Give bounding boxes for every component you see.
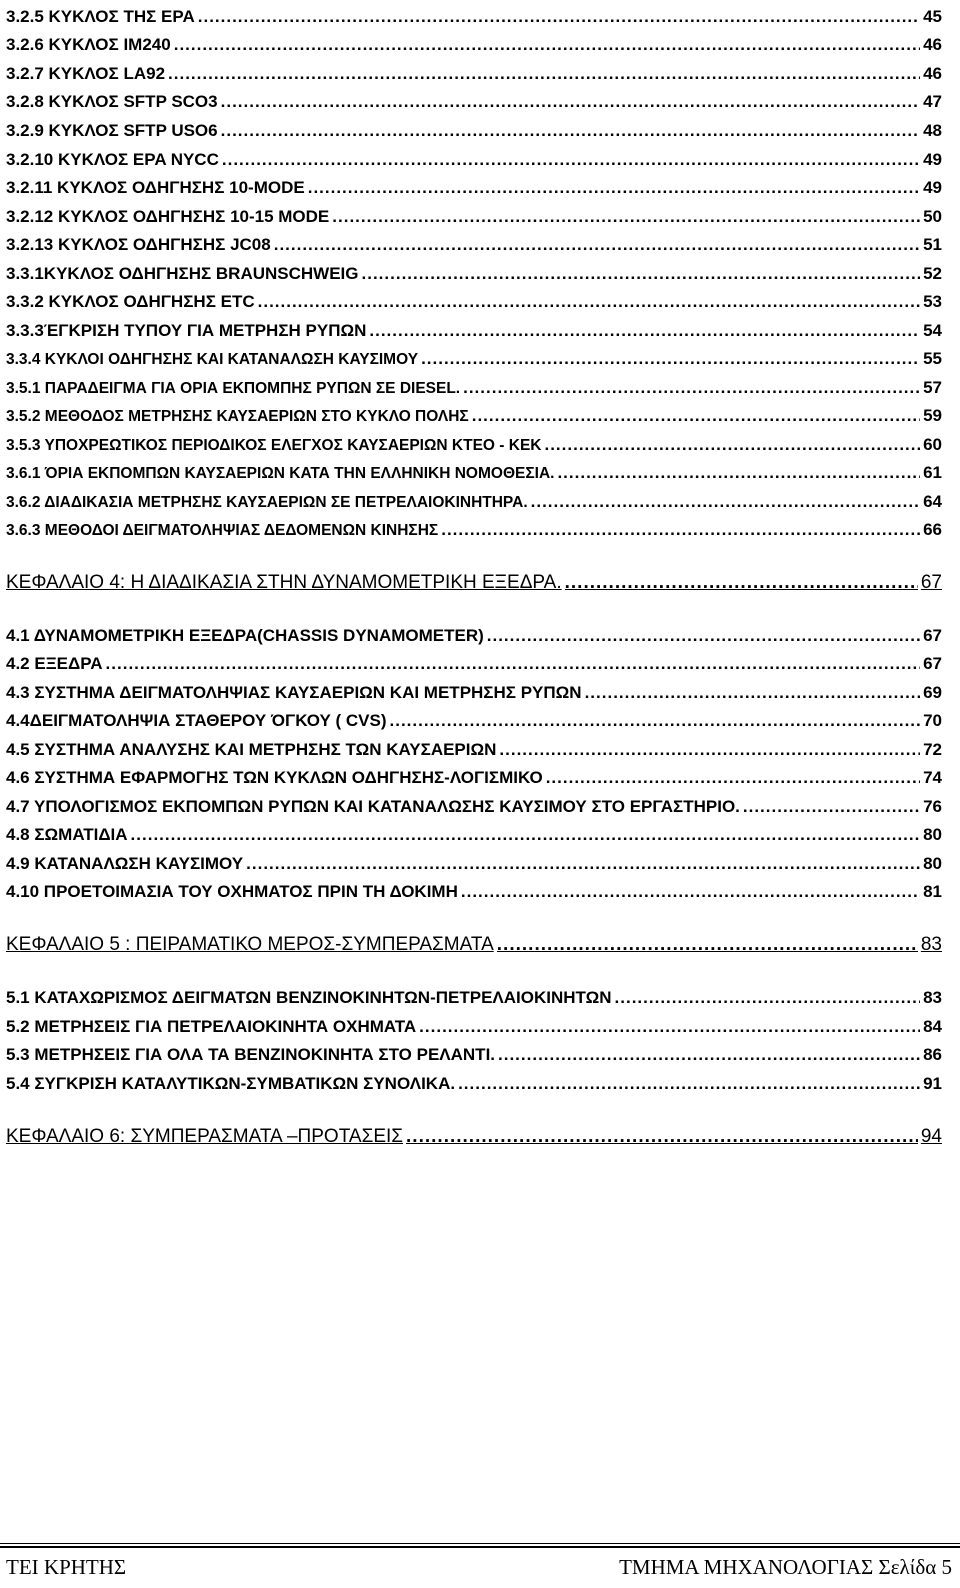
- toc-entry[interactable]: [6, 986, 942, 1010]
- toc-page-number: 64: [923, 492, 942, 511]
- footer-divider-thick: [0, 1546, 960, 1548]
- toc-entry[interactable]: [6, 766, 942, 790]
- toc-entry-title: 3.2.7 ΚΥΚΛΟΣ LA92: [6, 64, 166, 83]
- toc-entry[interactable]: [6, 681, 942, 705]
- toc-page-number: 69: [923, 683, 942, 702]
- toc-page-number: 50: [923, 207, 942, 226]
- toc-entry[interactable]: [6, 795, 942, 819]
- toc-page-number: 72: [923, 740, 942, 759]
- toc-entry-title: 3.2.13 ΚΥΚΛΟΣ ΟΔΗΓΗΣΗΣ JC08: [6, 235, 271, 254]
- toc-entry[interactable]: [6, 319, 942, 343]
- toc-entry-title: 3.5.1 ΠΑΡΑΔΕΙΓΜΑ ΓΙΑ ΟΡΙΑ ΕΚΠΟΜΠΗΣ ΡΥΠΩΝ ΣΕ DIESEL.: [6, 380, 461, 397]
- toc-entry-title: ΚΕΦΑΛΑΙΟ 4: Η ΔΙΑΔΙΚΑΣΙΑ ΣΤΗΝ ΔΥΝΑΜΟΜΕΤΡΙΚΗ ΕΞΕΔΡΑ.: [6, 572, 562, 593]
- toc-page-number: 49: [923, 178, 942, 197]
- toc-entry-title: ΚΕΦΑΛΑΙΟ 5 : ΠΕΙΡΑΜΑΤΙΚΟ ΜΕΡΟΣ-ΣΥΜΠΕΡΑΣΜΑΤΑ: [6, 934, 494, 955]
- toc-entry-title: 3.3.4 ΚΥΚΛΟΙ ΟΔΗΓΗΣΗΣ ΚΑΙ ΚΑΤΑΝΑΛΩΣΗ ΚΑΥΣΙΜΟΥ: [6, 351, 419, 368]
- toc-entry[interactable]: [6, 176, 942, 200]
- toc-entry[interactable]: [6, 1072, 942, 1096]
- toc-entry-title: 3.3.3ΈΓΚΡΙΣΗ ΤΥΠΟΥ ΓΙΑ ΜΕΤΡΗΣΗ ΡΥΠΩΝ: [6, 321, 367, 340]
- toc-page-number: 83: [920, 934, 942, 955]
- toc-page-number: 45: [923, 7, 942, 26]
- toc-leader-dots: [743, 795, 920, 819]
- toc-entry[interactable]: [6, 1015, 942, 1039]
- toc-leader-dots: [557, 461, 920, 485]
- toc-entry[interactable]: [6, 1125, 942, 1149]
- toc-leader-dots: [461, 880, 920, 904]
- toc-leader-dots: [362, 262, 921, 286]
- toc-entry[interactable]: [6, 852, 942, 876]
- toc-entry[interactable]: [6, 33, 942, 57]
- toc-entry-title: 4.10 ΠΡΟΕΤΟΙΜΑΣΙΑ ΤΟΥ ΟΧΗΜΑΤΟΣ ΠΡΙΝ ΤΗ ΔΟΚΙΜΗ: [6, 882, 458, 901]
- toc-entry-title: ΚΕΦΑΛΑΙΟ 6: ΣΥΜΠΕΡΑΣΜΑΤΑ –ΠΡΟΤΑΣΕΙΣ: [6, 1126, 404, 1147]
- toc-page-number: 61: [923, 463, 942, 482]
- toc-leader-dots: [531, 490, 920, 514]
- toc-page-number: 74: [923, 768, 942, 787]
- toc-entry[interactable]: [6, 624, 942, 648]
- toc-page-number: 70: [923, 711, 942, 730]
- toc-entry[interactable]: [6, 62, 942, 86]
- toc-entry-title: 4.2 ΕΞΕΔΡΑ: [6, 654, 103, 673]
- toc-page-number: 81: [923, 882, 942, 901]
- toc-entry-title: 3.6.2 ΔΙΑΔΙΚΑΣΙΑ ΜΕΤΡΗΣΗΣ ΚΑΥΣΑΕΡΙΩΝ ΣΕ ΠΕΤΡΕΛΑΙΟΚΙΝΗΤΗΡΑ.: [6, 494, 528, 511]
- toc-entry[interactable]: [6, 823, 942, 847]
- toc-entry[interactable]: [6, 347, 942, 371]
- toc-leader-dots: [308, 176, 920, 200]
- toc-entry-title: 5.4 ΣΥΓΚΡΙΣΗ ΚΑΤΑΛΥΤΙΚΩΝ-ΣΥΜΒΑΤΙΚΩΝ ΣΥΝΟΛΙΚΑ.: [6, 1074, 456, 1093]
- toc-entry-title: 4.3 ΣΥΣΤΗΜΑ ΔΕΙΓΜΑΤΟΛΗΨΙΑΣ ΚΑΥΣΑΕΡΙΩΝ ΚΑΙ ΜΕΤΡΗΣΗΣ ΡΥΠΩΝ: [6, 683, 582, 702]
- toc-entry[interactable]: [6, 652, 942, 676]
- toc-page-number: 80: [923, 825, 942, 844]
- toc-page-number: 46: [923, 64, 942, 83]
- toc-entry[interactable]: [6, 233, 942, 257]
- toc-entry-title: 4.5 ΣΥΣΤΗΜΑ ΑΝΑΛΥΣΗΣ ΚΑΙ ΜΕΤΡΗΣΗΣ ΤΩΝ ΚΑΥΣΑΕΡΙΩΝ: [6, 740, 497, 759]
- toc-entry-title: 4.8 ΣΩΜΑΤΙΔΙΑ: [6, 825, 128, 844]
- toc-page-number: 83: [923, 988, 942, 1007]
- toc-leader-dots: [274, 233, 920, 257]
- toc-entry[interactable]: [6, 461, 942, 485]
- toc-page-number: 91: [923, 1074, 942, 1093]
- toc-entry[interactable]: [6, 1043, 942, 1067]
- toc-entry-title: 4.1 ΔΥΝΑΜΟΜΕΤΡΙΚΗ ΕΞΕΔΡΑ(CHASSIS DYNAMOMETER): [6, 626, 484, 645]
- toc-entry[interactable]: [6, 148, 942, 172]
- toc-entry[interactable]: [6, 490, 942, 514]
- toc-page-number: 54: [923, 321, 942, 340]
- toc-entry-title: 3.2.8 ΚΥΚΛΟΣ SFTP SCO3: [6, 92, 218, 111]
- toc-leader-dots: [565, 571, 918, 595]
- toc-page-number: 55: [923, 349, 942, 368]
- toc-entry-title: 3.2.6 ΚΥΚΛΟΣ IM240: [6, 35, 171, 54]
- toc-leader-dots: [498, 1043, 920, 1067]
- toc-page-number: 48: [923, 121, 942, 140]
- toc-entry-title: 3.5.2 ΜΕΘΟΔΟΣ ΜΕΤΡΗΣΗΣ ΚΑΥΣΑΕΡΙΩΝ ΣΤΟ ΚΥΚΛΟ ΠΟΛΗΣ: [6, 408, 469, 425]
- toc-entry[interactable]: [6, 205, 942, 229]
- toc-page-number: 60: [923, 435, 942, 454]
- toc-entry[interactable]: [6, 880, 942, 904]
- toc-entry-title: 3.3.2 ΚΥΚΛΟΣ ΟΔΗΓΗΣΗΣ ETC: [6, 292, 255, 311]
- toc-entry-title: 3.2.9 ΚΥΚΛΟΣ SFTP USO6: [6, 121, 218, 140]
- toc-entry-title: 3.2.10 ΚΥΚΛΟΣ EPA NYCC: [6, 150, 219, 169]
- toc-page-number: 59: [923, 406, 942, 425]
- toc-leader-dots: [258, 290, 920, 314]
- toc-page-number: 47: [923, 92, 942, 111]
- toc-entry-title: 3.2.12 ΚΥΚΛΟΣ ΟΔΗΓΗΣΗΣ 10-15 MODE: [6, 207, 330, 226]
- footer-divider: [0, 1543, 960, 1544]
- toc-entry[interactable]: [6, 404, 942, 428]
- toc-entry[interactable]: [6, 933, 942, 957]
- toc-entry-title: 4.9 ΚΑΤΑΝΑΛΩΣΗ ΚΑΥΣΙΜΟΥ: [6, 854, 244, 873]
- toc-entry-title: 4.6 ΣΥΣΤΗΜΑ ΕΦΑΡΜΟΓΗΣ ΤΩΝ ΚΥΚΛΩΝ ΟΔΗΓΗΣΗΣ-ΛΟΓΙΣΜΙΚΟ: [6, 768, 543, 787]
- toc-leader-dots: [419, 1015, 920, 1039]
- toc-leader-dots: [131, 823, 921, 847]
- toc-page-number: 57: [923, 378, 942, 397]
- toc-leader-dots: [615, 986, 921, 1010]
- toc-leader-dots: [369, 319, 920, 343]
- toc-leader-dots: [221, 90, 920, 114]
- toc-page-number: 86: [923, 1045, 942, 1064]
- toc-leader-dots: [441, 518, 920, 542]
- footer-department-page: ΤΜΗΜΑ ΜΗΧΑΝΟΛΟΓΙΑΣ Σελίδα 5: [619, 1555, 952, 1579]
- toc-entry[interactable]: [6, 376, 942, 400]
- toc-leader-dots: [106, 652, 921, 676]
- toc-leader-dots: [421, 347, 920, 371]
- toc-leader-dots: [221, 119, 920, 143]
- toc-page-number: 53: [923, 292, 942, 311]
- toc-leader-dots: [222, 148, 920, 172]
- toc-entry-title: 3.3.1ΚΥΚΛΟΣ ΟΔΗΓΗΣΗΣ BRAUNSCHWEIG: [6, 264, 359, 283]
- toc-leader-dots: [487, 624, 920, 648]
- toc-page-number: 46: [923, 35, 942, 54]
- toc-page-number: 49: [923, 150, 942, 169]
- toc-entry-title: 4.4ΔΕΙΓΜΑΤΟΛΗΨΙΑ ΣΤΑΘΕΡΟΥ ΌΓΚΟΥ ( CVS): [6, 711, 387, 730]
- toc-page-number: 51: [923, 235, 942, 254]
- toc-entry[interactable]: [6, 119, 942, 143]
- toc-leader-dots: [390, 709, 921, 733]
- toc-entry[interactable]: [6, 738, 942, 762]
- toc-leader-dots: [198, 5, 920, 29]
- toc-entry-title: 5.1 ΚΑΤΑΧΩΡΙΣΜΟΣ ΔΕΙΓΜΑΤΩΝ ΒΕΝΖΙΝΟΚΙΝΗΤΩΝ-ΠΕΤΡΕΛΑΙΟΚΙΝΗΤΩΝ: [6, 988, 612, 1007]
- toc-entry[interactable]: [6, 5, 942, 29]
- toc-page-number: 66: [923, 520, 942, 539]
- toc-entry-title: 5.2 ΜΕΤΡΗΣΕΙΣ ΓΙΑ ΠΕΤΡΕΛΑΙΟΚΙΝΗΤΑ ΟΧΗΜΑΤΑ: [6, 1017, 417, 1036]
- toc-page-number: 76: [923, 797, 942, 816]
- toc-leader-dots: [174, 33, 920, 57]
- toc-page-number: 52: [923, 264, 942, 283]
- toc-entry-title: 3.6.3 ΜΕΘΟΔΟΙ ΔΕΙΓΜΑΤΟΛΗΨΙΑΣ ΔΕΔΟΜΕΝΩΝ ΚΙΝΗΣΗΣ: [6, 522, 439, 539]
- toc-leader-dots: [168, 62, 920, 86]
- toc-entry[interactable]: [6, 290, 942, 314]
- toc-leader-dots: [246, 852, 920, 876]
- toc-entry-title: 5.3 ΜΕΤΡΗΣΕΙΣ ΓΙΑ ΟΛΑ ΤΑ ΒΕΝΖΙΝΟΚΙΝΗΤΑ ΣΤΟ ΡΕΛΑΝΤΙ.: [6, 1045, 496, 1064]
- toc-entry-title: 3.6.1 ΌΡΙΑ ΕΚΠΟΜΠΩΝ ΚΑΥΣΑΕΡΙΩΝ ΚΑΤΑ ΤΗΝ ΕΛΛΗΝΙΚΗ ΝΟΜΟΘΕΣΙΑ.: [6, 465, 555, 482]
- toc-leader-dots: [472, 404, 920, 428]
- toc-leader-dots: [546, 766, 920, 790]
- toc-page-number: 80: [923, 854, 942, 873]
- toc-leader-dots: [544, 433, 920, 457]
- toc-leader-dots: [406, 1125, 918, 1149]
- toc-entry[interactable]: [6, 262, 942, 286]
- toc-entry[interactable]: [6, 90, 942, 114]
- toc-leader-dots: [497, 933, 918, 957]
- toc-leader-dots: [499, 738, 920, 762]
- page-footer: [0, 1552, 960, 1582]
- footer-institution: ΤΕΙ ΚΡΗΤΗΣ: [6, 1555, 127, 1579]
- toc-leader-dots: [463, 376, 920, 400]
- toc-entry-title: 3.2.5 ΚΥΚΛΟΣ ΤΗΣ EPA: [6, 7, 195, 26]
- toc-page-number: 67: [920, 572, 942, 593]
- toc-leader-dots: [458, 1072, 920, 1096]
- toc-page-number: 94: [920, 1126, 942, 1147]
- toc-leader-dots: [332, 205, 920, 229]
- toc-entry[interactable]: [6, 433, 942, 457]
- toc-entry-title: 4.7 ΥΠΟΛΟΓΙΣΜΟΣ ΕΚΠΟΜΠΩΝ ΡΥΠΩΝ ΚΑΙ ΚΑΤΑΝΑΛΩΣΗΣ ΚΑΥΣΙΜΟΥ ΣΤΟ ΕΡΓΑΣΤΗΡΙΟ.: [6, 797, 740, 816]
- toc-page-number: 67: [923, 626, 942, 645]
- toc-page-number: 67: [923, 654, 942, 673]
- toc-page-number: 84: [923, 1017, 942, 1036]
- toc-entry[interactable]: [6, 571, 942, 595]
- toc-entry-title: 3.2.11 ΚΥΚΛΟΣ ΟΔΗΓΗΣΗΣ 10-MODE: [6, 178, 305, 197]
- toc-leader-dots: [585, 681, 921, 705]
- toc-entry-title: 3.5.3 ΥΠΟΧΡΕΩΤΙΚΟΣ ΠΕΡΙΟΔΙΚΟΣ ΕΛΕΓΧΟΣ ΚΑΥΣΑΕΡΙΩΝ ΚΤΕΟ - ΚΕΚ: [6, 437, 542, 454]
- toc-entry[interactable]: [6, 518, 942, 542]
- toc-entry[interactable]: [6, 709, 942, 733]
